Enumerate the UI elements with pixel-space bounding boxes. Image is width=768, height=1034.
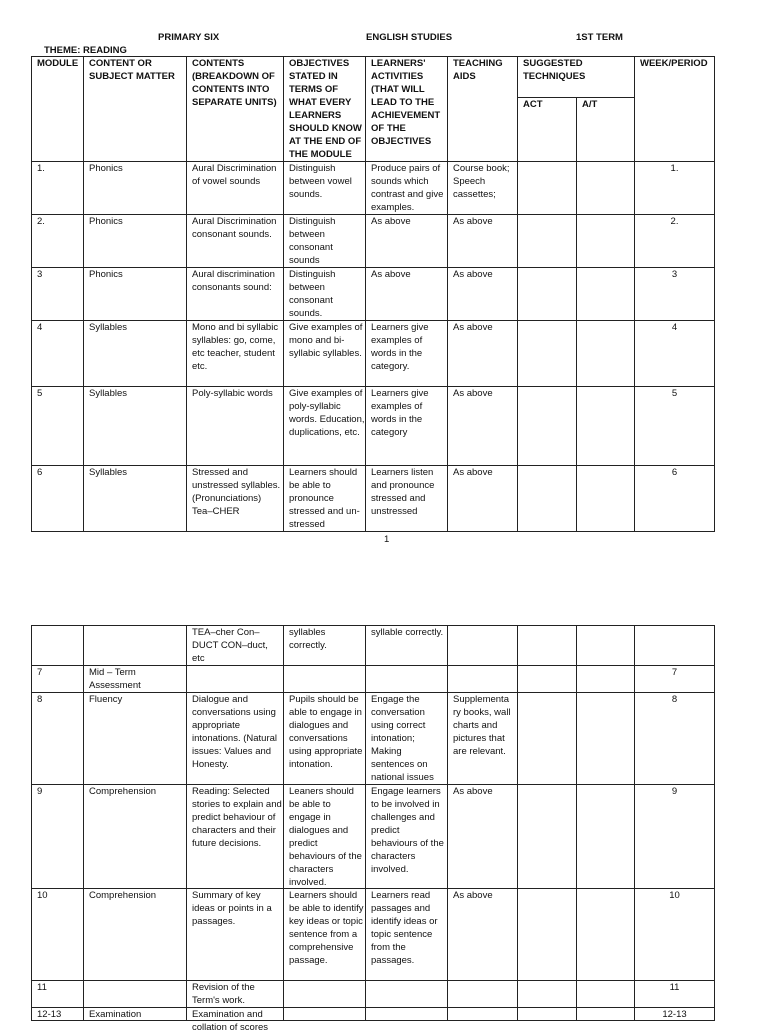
cell-contents: Mono and bi syllabic syllables: go, come, etc teacher, student etc. bbox=[187, 321, 284, 387]
subject-title: ENGLISH STUDIES bbox=[366, 32, 453, 43]
cell-act bbox=[518, 785, 577, 889]
cell-at bbox=[577, 666, 635, 693]
page-number: 1 bbox=[384, 534, 390, 545]
cell-contents: TEA–cher Con–DUCT CON–duct, etc bbox=[187, 626, 284, 666]
cell-module: 6 bbox=[32, 466, 84, 532]
cell-act bbox=[518, 268, 577, 321]
cell-week: 10 bbox=[635, 889, 715, 981]
cell-week bbox=[635, 626, 715, 666]
cell-module: 11 bbox=[32, 981, 84, 1008]
cell-activities bbox=[366, 981, 448, 1008]
cell-teaching-aids: As above bbox=[448, 785, 518, 889]
table-row bbox=[32, 626, 715, 666]
cell-at bbox=[577, 889, 635, 981]
cell-week: 6 bbox=[635, 466, 715, 532]
cell-objectives: Learners should be able to pronounce stressed and un-stressed bbox=[284, 466, 366, 532]
cell-module: 7 bbox=[32, 666, 84, 693]
table-row bbox=[32, 162, 715, 215]
cell-content: Mid – Term Assessment bbox=[84, 666, 187, 693]
cell-objectives: Give examples of poly-syllabic words. Education, duplications, etc. bbox=[284, 387, 366, 466]
cell-content: Comprehension bbox=[84, 785, 187, 889]
cell-objectives bbox=[284, 1008, 366, 1021]
cell-contents: Summary of key ideas or points in a passages. bbox=[187, 889, 284, 981]
cell-content: Comprehension bbox=[84, 889, 187, 981]
table-row bbox=[32, 785, 715, 889]
cell-at bbox=[577, 466, 635, 532]
header-act: ACT bbox=[518, 98, 577, 162]
header-techniques: SUGGESTED TECHNIQUES bbox=[518, 57, 635, 98]
cell-content: Fluency bbox=[84, 693, 187, 785]
cell-teaching-aids: As above bbox=[448, 321, 518, 387]
cell-objectives: Pupils should be able to engage in dialogues and conversations using appropriate intonation. bbox=[284, 693, 366, 785]
cell-at bbox=[577, 1008, 635, 1021]
cell-module bbox=[32, 626, 84, 666]
cell-act bbox=[518, 466, 577, 532]
cell-contents bbox=[187, 666, 284, 693]
header-teaching-aids: TEACHING AIDS bbox=[448, 57, 518, 162]
cell-activities: Learners read passages and identify ideas or topic sentence from the passages. bbox=[366, 889, 448, 981]
cell-content: Syllables bbox=[84, 387, 187, 466]
cell-week: 11 bbox=[635, 981, 715, 1008]
cell-activities: Produce pairs of sounds which contrast and give examples. bbox=[366, 162, 448, 215]
cell-objectives: Give examples of mono and bi-syllabic syllables. bbox=[284, 321, 366, 387]
cell-objectives: Distinguish between consonant sounds. bbox=[284, 268, 366, 321]
cell-act bbox=[518, 981, 577, 1008]
cell-activities: Learners give examples of words in the category bbox=[366, 387, 448, 466]
cell-activities: Engage learners to be involved in challenges and predict behaviours of the characters involved. bbox=[366, 785, 448, 889]
cell-week: 1. bbox=[635, 162, 715, 215]
cell-objectives: Learners should be able to identify key ideas or topic sentence from a comprehensive passage. bbox=[284, 889, 366, 981]
cell-objectives bbox=[284, 981, 366, 1008]
cell-activities: Engage the conversation using correct intonation; Making sentences on national issues bbox=[366, 693, 448, 785]
cell-objectives: Distinguish between vowel sounds. bbox=[284, 162, 366, 215]
table-row bbox=[32, 1008, 715, 1021]
cell-contents: Dialogue and conversations using appropriate intonations. (Natural issues: Values and Honesty. bbox=[187, 693, 284, 785]
cell-contents: Examination and collation of scores bbox=[187, 1008, 284, 1021]
table-row bbox=[32, 466, 715, 532]
cell-teaching-aids: Course book; Speech cassettes; bbox=[448, 162, 518, 215]
header-module: MODULE bbox=[32, 57, 84, 162]
table-row bbox=[32, 981, 715, 1008]
header-content: CONTENT OR SUBJECT MATTER bbox=[84, 57, 187, 162]
cell-objectives: Distinguish between consonant sounds bbox=[284, 215, 366, 268]
cell-content: Syllables bbox=[84, 466, 187, 532]
cell-content: Phonics bbox=[84, 268, 187, 321]
cell-module: 8 bbox=[32, 693, 84, 785]
cell-content: Syllables bbox=[84, 321, 187, 387]
cell-content bbox=[84, 981, 187, 1008]
cell-content bbox=[84, 626, 187, 666]
cell-teaching-aids: Supplementa ry books, wall charts and pictures that are relevant. bbox=[448, 693, 518, 785]
cell-activities: As above bbox=[366, 215, 448, 268]
table-row bbox=[32, 215, 715, 268]
cell-week: 3 bbox=[635, 268, 715, 321]
cell-teaching-aids bbox=[448, 981, 518, 1008]
cell-at bbox=[577, 626, 635, 666]
scheme-of-work-table bbox=[31, 56, 715, 532]
cell-at bbox=[577, 981, 635, 1008]
cell-objectives: Leaners should be able to engage in dialogues and predict behaviours of the characters involved. bbox=[284, 785, 366, 889]
cell-module: 9 bbox=[32, 785, 84, 889]
cell-activities: syllable correctly. bbox=[366, 626, 448, 666]
cell-teaching-aids: As above bbox=[448, 889, 518, 981]
cell-module: 3 bbox=[32, 268, 84, 321]
header-at: A/T bbox=[577, 98, 635, 162]
cell-act bbox=[518, 387, 577, 466]
class-title: PRIMARY SIX bbox=[158, 32, 220, 43]
cell-activities: As above bbox=[366, 268, 448, 321]
cell-act bbox=[518, 693, 577, 785]
cell-objectives: syllables correctly. bbox=[284, 626, 366, 666]
cell-at bbox=[577, 215, 635, 268]
cell-activities bbox=[366, 666, 448, 693]
term-title: 1ST TERM bbox=[576, 32, 623, 43]
cell-content: Phonics bbox=[84, 162, 187, 215]
cell-act bbox=[518, 321, 577, 387]
header-activities: LEARNERS' ACTIVITIES (THAT WILL LEAD TO THE ACHIEVEMENT OF THE OBJECTIVES bbox=[366, 57, 448, 162]
cell-activities: Learners give examples of words in the category. bbox=[366, 321, 448, 387]
theme-title: THEME: READING bbox=[44, 45, 127, 56]
cell-content: Phonics bbox=[84, 215, 187, 268]
cell-at bbox=[577, 268, 635, 321]
cell-contents: Aural Discrimination consonant sounds. bbox=[187, 215, 284, 268]
table-row bbox=[32, 889, 715, 981]
cell-week: 4 bbox=[635, 321, 715, 387]
header-contents: CONTENTS (BREAKDOWN OF CONTENTS INTO SEPARATE UNITS) bbox=[187, 57, 284, 162]
table-row bbox=[32, 387, 715, 466]
cell-contents: Stressed and unstressed syllables. (Pronunciations) Tea–CHER bbox=[187, 466, 284, 532]
cell-act bbox=[518, 666, 577, 693]
header-objectives: OBJECTIVES STATED IN TERMS OF WHAT EVERY LEARNERS SHOULD KNOW AT THE END OF THE MODULE bbox=[284, 57, 366, 162]
cell-teaching-aids: As above bbox=[448, 215, 518, 268]
cell-teaching-aids bbox=[448, 1008, 518, 1021]
cell-week: 9 bbox=[635, 785, 715, 889]
cell-activities bbox=[366, 1008, 448, 1021]
cell-module: 5 bbox=[32, 387, 84, 466]
cell-contents: Aural Discrimination of vowel sounds bbox=[187, 162, 284, 215]
cell-module: 1. bbox=[32, 162, 84, 215]
table-row bbox=[32, 693, 715, 785]
cell-contents: Aural discrimination consonants sound: bbox=[187, 268, 284, 321]
cell-at bbox=[577, 693, 635, 785]
cell-act bbox=[518, 626, 577, 666]
cell-at bbox=[577, 785, 635, 889]
cell-objectives bbox=[284, 666, 366, 693]
cell-teaching-aids: As above bbox=[448, 268, 518, 321]
cell-module: 2. bbox=[32, 215, 84, 268]
cell-teaching-aids: As above bbox=[448, 466, 518, 532]
cell-module: 10 bbox=[32, 889, 84, 981]
cell-teaching-aids bbox=[448, 626, 518, 666]
cell-week: 12-13 bbox=[635, 1008, 715, 1021]
cell-at bbox=[577, 162, 635, 215]
cell-content: Examination bbox=[84, 1008, 187, 1021]
table-row bbox=[32, 666, 715, 693]
cell-act bbox=[518, 889, 577, 981]
cell-at bbox=[577, 387, 635, 466]
header-week-period: WEEK/PERIOD bbox=[635, 57, 715, 162]
cell-module: 12-13 bbox=[32, 1008, 84, 1021]
cell-act bbox=[518, 215, 577, 268]
cell-week: 8 bbox=[635, 693, 715, 785]
cell-at bbox=[577, 321, 635, 387]
cell-contents: Reading: Selected stories to explain and predict behaviour of characters and their future decisions. bbox=[187, 785, 284, 889]
cell-week: 7 bbox=[635, 666, 715, 693]
table-row bbox=[32, 268, 715, 321]
cell-week: 2. bbox=[635, 215, 715, 268]
cell-contents: Revision of the Term's work. bbox=[187, 981, 284, 1008]
table-row bbox=[32, 321, 715, 387]
cell-act bbox=[518, 162, 577, 215]
cell-teaching-aids bbox=[448, 666, 518, 693]
cell-teaching-aids: As above bbox=[448, 387, 518, 466]
cell-contents: Poly-syllabic words bbox=[187, 387, 284, 466]
cell-activities: Learners listen and pronounce stressed and unstressed bbox=[366, 466, 448, 532]
cell-act bbox=[518, 1008, 577, 1021]
cell-module: 4 bbox=[32, 321, 84, 387]
scheme-of-work-table-continued bbox=[31, 625, 715, 1033]
cell-week: 5 bbox=[635, 387, 715, 466]
